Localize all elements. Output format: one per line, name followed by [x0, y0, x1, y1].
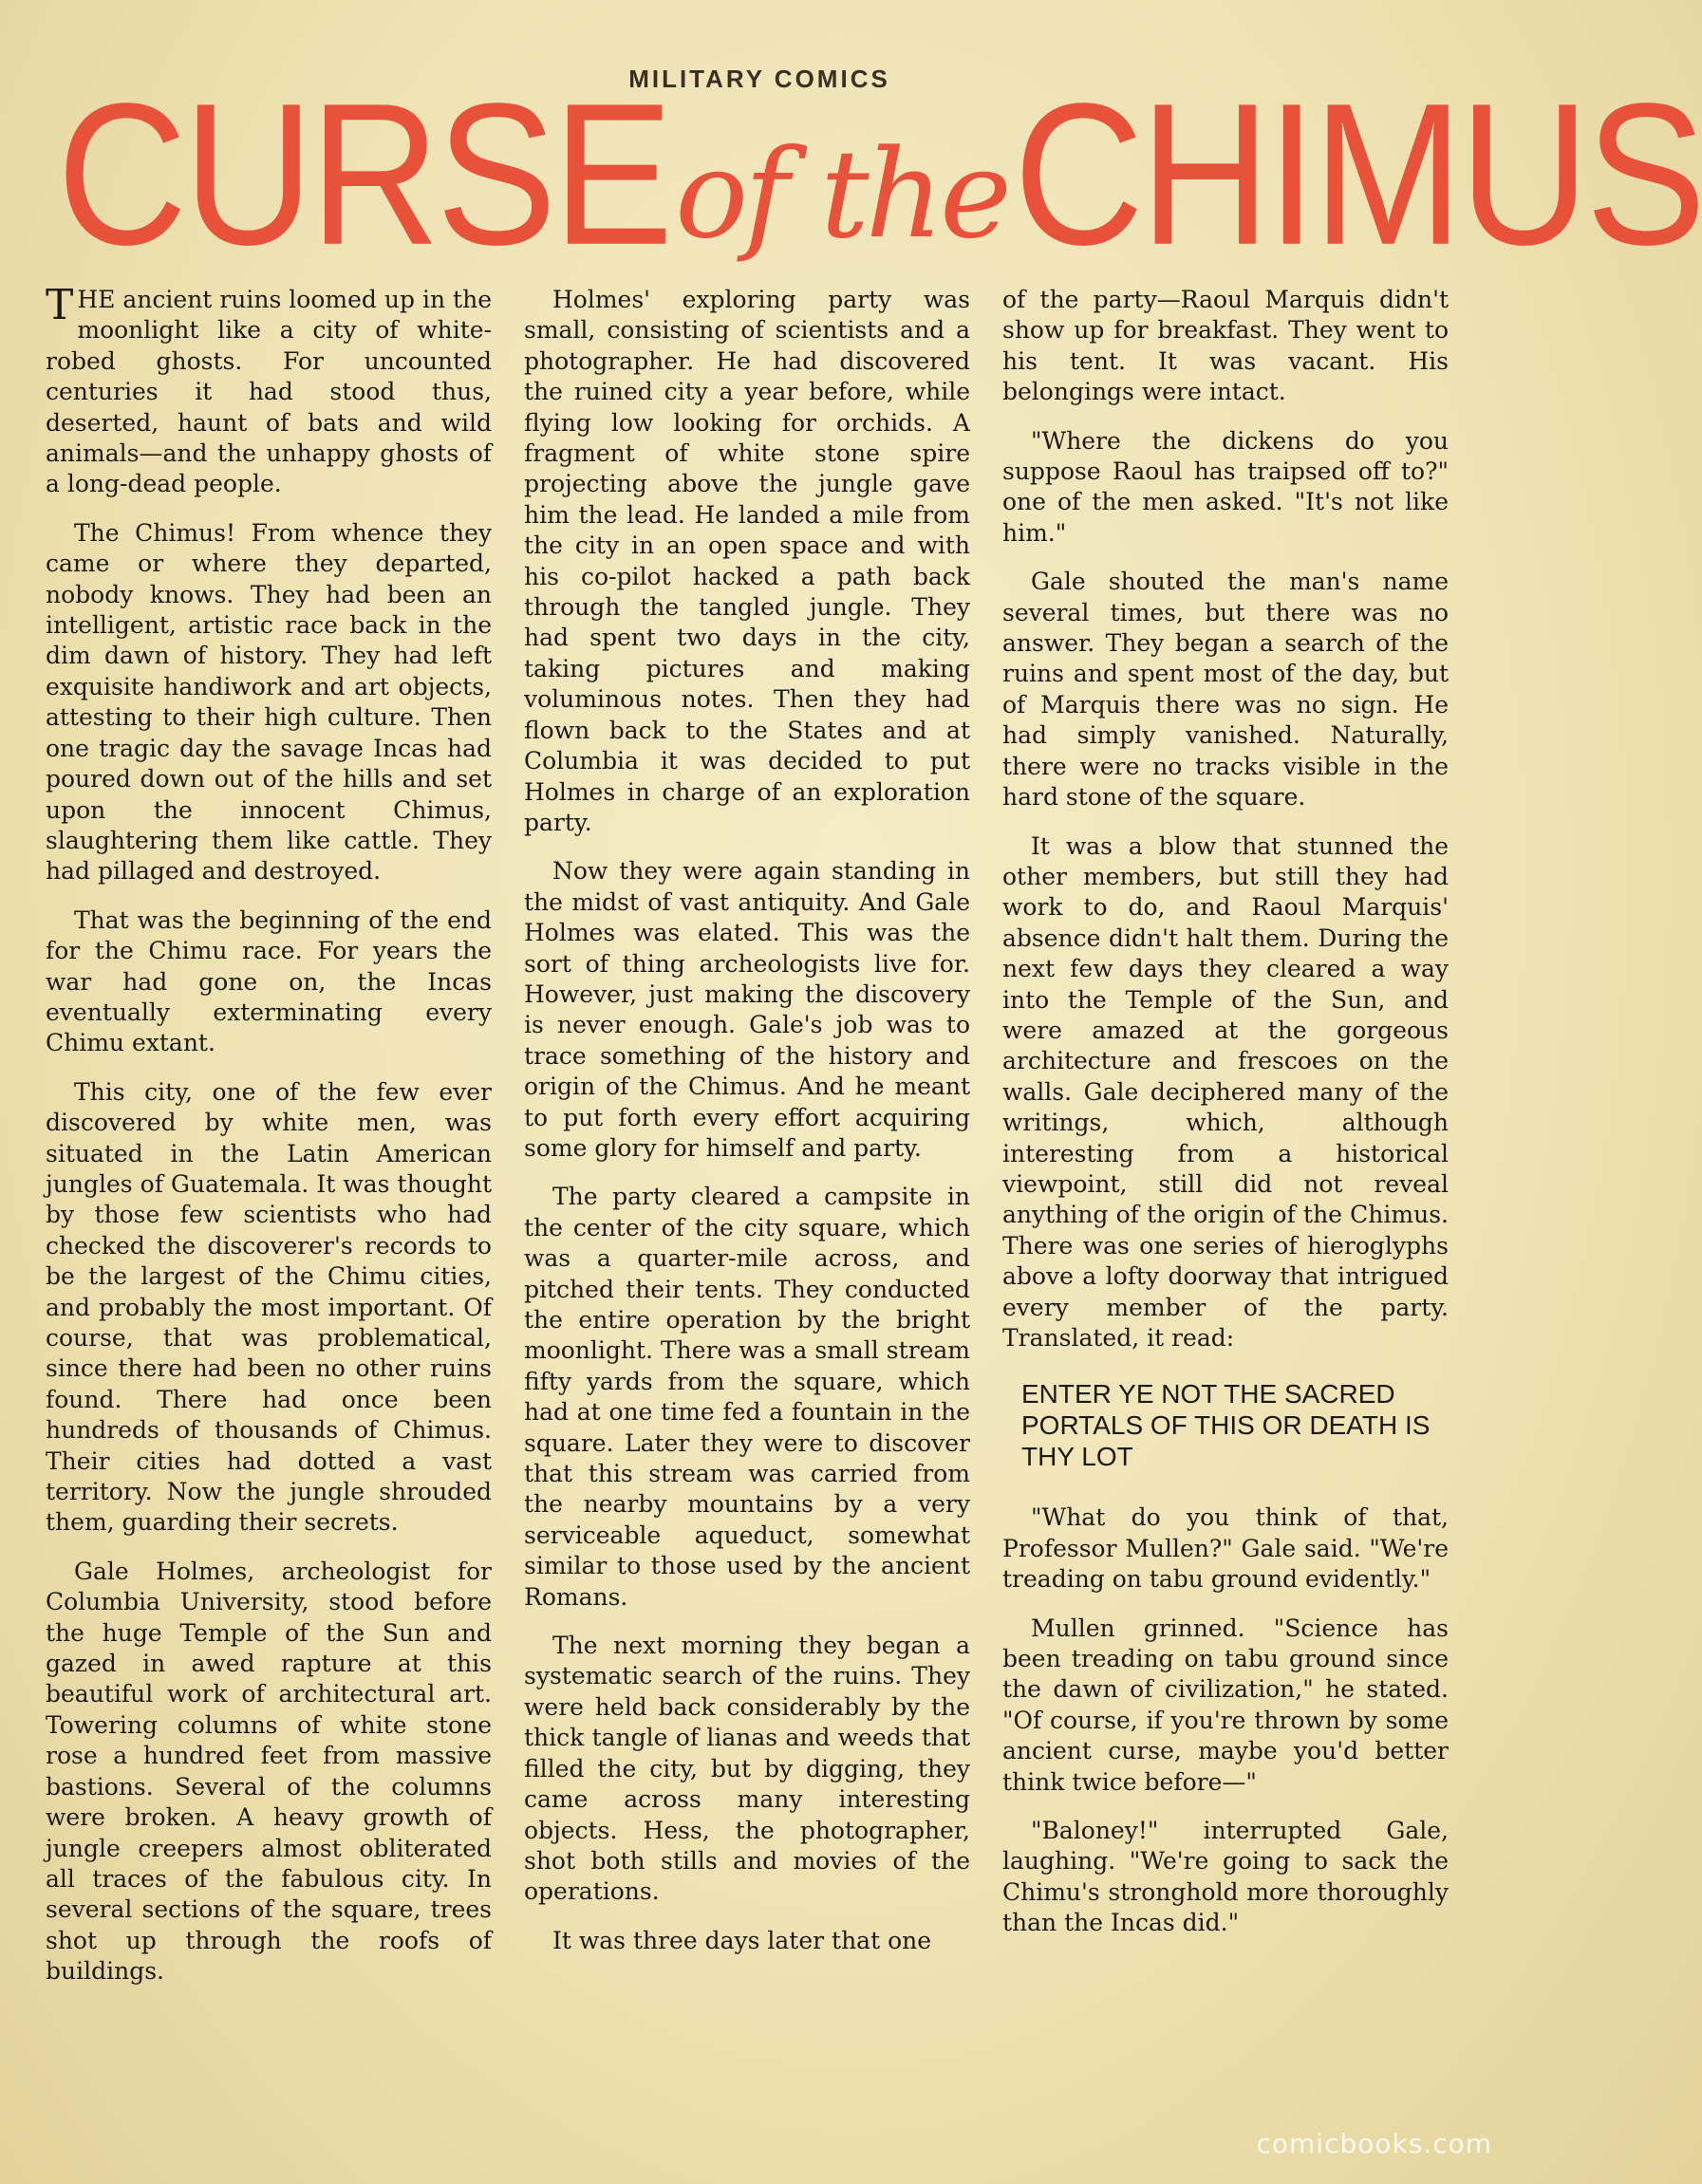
- inscription-text: ENTER YE NOT THE SACRED PORTALS OF THIS OR DEATH IS THY LOT: [1021, 1379, 1431, 1472]
- paragraph: The next morning they began a systematic search of the ruins. They were held back considerably by the thick tangle of lianas and weeds that filled the city, but by digging, they came across many interesting objects. Hess, the photographer, shot both stills and movies of the operations.: [524, 1632, 970, 1906]
- paragraph: Holmes' exploring party was small, consisting of scientists and a photographer. He had discovered the ruined city a year before, while flying low looking for orchids. A fragment of white stone spire projecting above the jungle gave him the lead. He landed a mile from the city in an open space and with his co-pilot hacked a path back through the tangled jungle. They had spent two days in the city, taking pictures and making voluminous notes. Then they had flown back to the States and at Columbia it was decided to put Holmes in charge of an exploration party.: [524, 286, 970, 836]
- paragraph: "Baloney!" interrupted Gale, laughing. "We're going to sack the Chimu's stronghold more thoroughly than the Incas did.": [1002, 1817, 1449, 1937]
- paragraph: Gale Holmes, archeologist for Columbia University, stood before the huge Temple of the Sun and gazed in awed rapture at this beautiful work of architectural art. Towering columns of white stone rose a hundred feet from massive bastions. Several of the columns were broken. A heavy growth of jungle creepers almost obliterated all traces of the fabulous city. In several sections of the square, trees shot up through the roofs of buildings.: [46, 1557, 492, 1986]
- paragraph: "Where the dickens do you suppose Raoul has traipsed off to?" one of the men asked. "It's not like him.": [1002, 426, 1449, 547]
- title-word-of-the: of the: [675, 124, 1008, 266]
- paragraph: "What do you think of that, Professor Mullen?" Gale said. "We're treading on tabu ground evidently.": [1002, 1503, 1449, 1594]
- paragraph: The party cleared a campsite in the center of the city square, which was a quarter-mile across, and pitched their tents. They conducted the entire operation by the bright moonlight. There was a small stream fifty yards from the square, which had at one time fed a fountain in the square. Later they were to discover that this stream was carried from the nearby mountains by a very serviceable aqueduct, somewhat similar to those used by the ancient Romans.: [524, 1183, 970, 1611]
- title-word-chimus: CHIMUS: [1013, 62, 1702, 288]
- text-column-3: [1002, 285, 1449, 1957]
- paragraph: The Chimus! From whence they came or where they departed, nobody knows. They had been an intelligent, artistic race back in the dim dawn of history. They had left exquisite handiwork and art objects, attesting to their high culture. Then one tragic day the savage Incas had poured down out of the hills and set upon the innocent Chimus, slaughtering them like cattle. They had pillaged and destroyed.: [46, 518, 492, 886]
- paragraph: of the party—Raoul Marquis didn't show up for breakfast. They went to his tent. It was vacant. His belongings were intact.: [1002, 286, 1449, 406]
- paragraph: It was three days later that one: [552, 1926, 932, 1954]
- text-column-2: [524, 285, 970, 1974]
- paragraph-text: HE ancient ruins loomed up in the moonlight like a city of white-robed ghosts. For uncounted centuries it had stood thus, deserted, haunt of bats and wild animals—and the unhappy ghosts of a long-dead people.: [46, 286, 492, 498]
- paragraph: [46, 281, 492, 500]
- paragraph: Gale shouted the man's name several times, but there was no answer. They began a search of the ruins and spent most of the day, but of Marquis there was no sign. He had simply vanished. Naturally, there were no tracks visible in the hard stone of the square.: [1002, 568, 1449, 812]
- text-column-1: [46, 281, 492, 2006]
- paragraph: Now they were again standing in the midst of vast antiquity. And Gale Holmes was elated. This was the sort of thing archeologists live for. However, just making the discovery is never enough. Gale's job was to trace something of the history and origin of the Chimus. And he meant to put forth every effort acquiring some glory for himself and party.: [524, 857, 970, 1162]
- paragraph: That was the beginning of the end for the Chimu race. For years the war had gone on, the Incas eventually exterminating every Chimu extant.: [46, 905, 492, 1057]
- magazine-kicker: MILITARY COMICS: [628, 65, 890, 93]
- story-title: [57, 62, 1702, 288]
- story-body: [46, 281, 1462, 2069]
- paragraph: Mullen grinned. "Science has been treading on tabu ground since the dawn of civilization," he stated. "Of course, if you're thrown by some ancient curse, maybe you'd better think twice before—": [1002, 1614, 1449, 1796]
- site-watermark: comicbooks.com: [1256, 2128, 1492, 2159]
- paragraph: It was a blow that stunned the other members, but still they had work to do, and Raoul Marquis' absence didn't halt them. During the next few days they cleared a way into the Temple of the Sun, and were amazed at the gorgeous architecture and frescoes on the walls. Gale deciphered many of the writings, which, although interesting from a historical viewpoint, still did not reveal anything of the origin of the Chimus. There was one series of hieroglyphs above a lofty doorway that intrigued every member of the party. Translated, it read:: [1002, 831, 1449, 1352]
- paragraph: This city, one of the few ever discovered by white men, was situated in the Latin American jungles of Guatemala. It was thought by those few scientists who had checked the discoverer's records to be the largest of the Chimu cities, and probably the most important. Of course, that was problematical, since there had been no other ruins found. There had once been hundreds of thousands of Chimus. Their cities had dotted a vast territory. Now the jungle shrouded them, guarding their secrets.: [46, 1077, 492, 1537]
- title-word-curse: CURSE: [57, 62, 670, 288]
- drop-cap: T: [46, 281, 74, 329]
